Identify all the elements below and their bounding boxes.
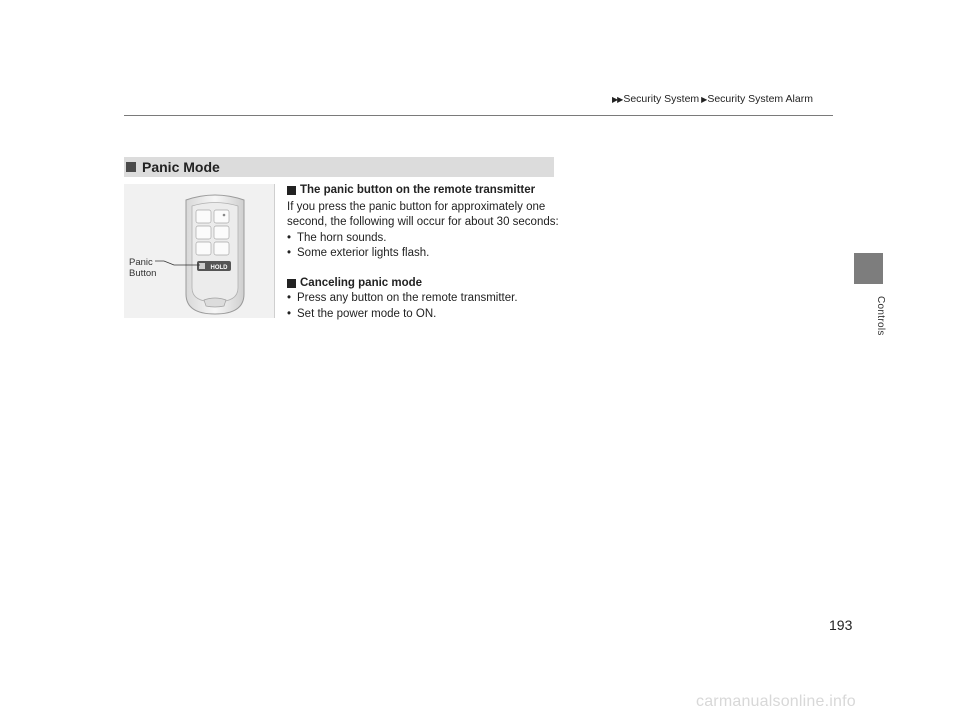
list-item: • Press any button on the remote transmitter. xyxy=(287,292,518,304)
header-rule xyxy=(124,115,833,116)
sub-heading-panic-button xyxy=(287,183,559,199)
section-header xyxy=(124,157,554,177)
panic-button-label-line-2: Button xyxy=(129,268,157,279)
chapter-tab[interactable] xyxy=(854,253,883,284)
watermark: carmanualsonline.info xyxy=(696,693,856,710)
breadcrumb xyxy=(612,93,813,105)
section-square-icon xyxy=(126,162,136,172)
main-content xyxy=(287,183,559,322)
sub-heading-square-icon xyxy=(287,279,296,288)
sub-heading-square-icon xyxy=(287,186,296,195)
sub-heading-canceling xyxy=(287,276,559,292)
breadcrumb-level-1[interactable]: Security System xyxy=(623,93,700,105)
callout-line xyxy=(154,260,202,272)
section-title: Panic Mode xyxy=(142,159,220,175)
panic-description: If you press the panic button for approximately one second, the following will occur for about 30 seconds: xyxy=(287,200,559,228)
page-number: 193 xyxy=(829,617,853,633)
remote-transmitter-figure xyxy=(124,184,275,318)
list-item: • Some exterior lights flash. xyxy=(287,247,430,259)
double-arrow-icon: ▶▶ xyxy=(612,94,623,104)
panic-button-text: HOLD xyxy=(210,265,228,271)
sub-heading-canceling-text: Canceling panic mode xyxy=(300,276,423,289)
list-item: • Set the power mode to ON. xyxy=(287,307,437,320)
breadcrumb-level-2[interactable]: Security System Alarm xyxy=(707,93,813,105)
list-item: • The horn sounds. xyxy=(287,231,387,244)
sub-heading-panic-button-text: The panic button on the remote transmitter xyxy=(300,184,536,196)
panic-button-label-line-1: Panic xyxy=(129,257,153,268)
chapter-tab-label: Controls xyxy=(875,296,886,336)
remote-key-fob-icon xyxy=(180,190,250,316)
panic-button-label xyxy=(129,257,156,279)
arrow-icon: ▶ xyxy=(701,94,707,104)
